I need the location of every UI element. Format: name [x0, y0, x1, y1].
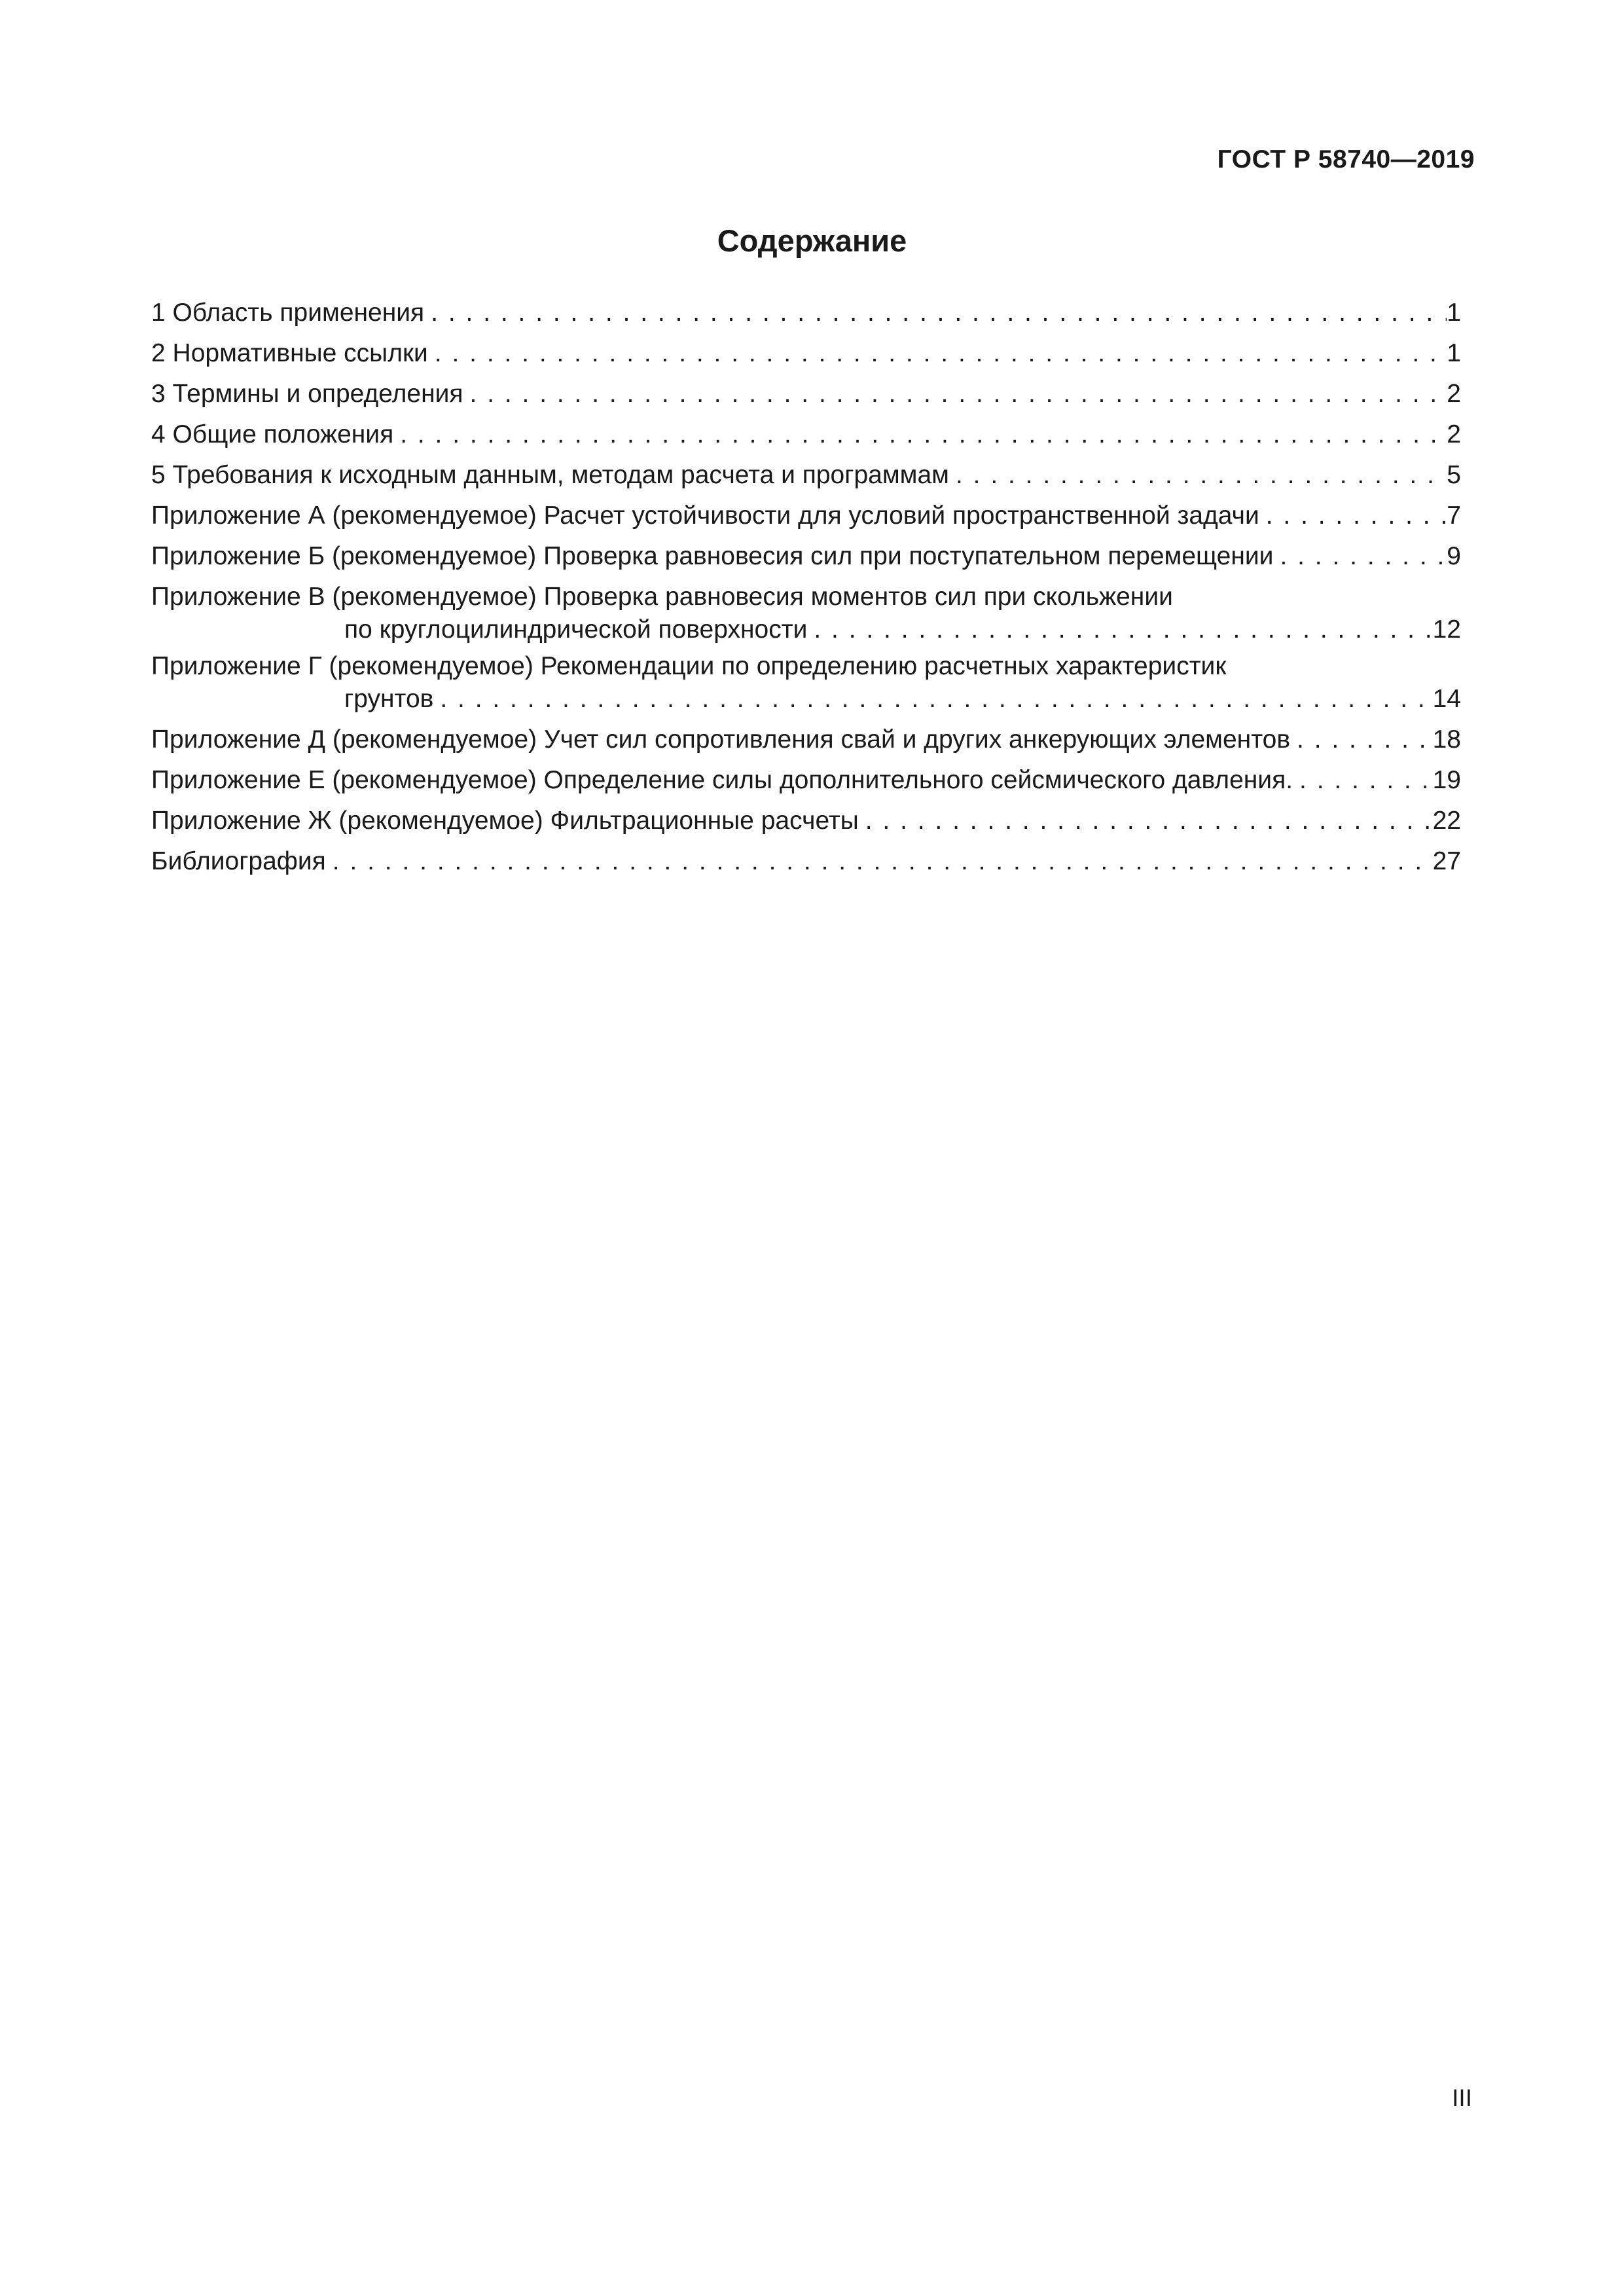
- toc-entry-5[interactable]: [151, 455, 1461, 496]
- table-of-contents: [151, 293, 1461, 882]
- toc-entry-2[interactable]: [151, 333, 1461, 374]
- toc-leader-dots: [326, 841, 1433, 882]
- toc-leader-dots: [807, 613, 1432, 646]
- toc-entry-bibliography[interactable]: [151, 841, 1461, 882]
- toc-entry-line: [151, 650, 1461, 683]
- toc-entry-page: 27: [1432, 847, 1461, 875]
- toc-leader-dots: [1290, 720, 1433, 760]
- toc-leader-dots: [428, 333, 1447, 374]
- toc-entry-appendix-g[interactable]: [151, 650, 1461, 716]
- toc-entry-text: 1 Область применения: [151, 299, 425, 327]
- toc-entry-text: Приложение А (рекомендуемое) Расчет устойчивости для условий пространственной задачи: [151, 501, 1259, 530]
- toc-leader-dots: [1293, 760, 1433, 801]
- page-number: III: [1452, 2085, 1472, 2111]
- toc-entry-appendix-a[interactable]: [151, 496, 1461, 536]
- toc-leader-dots: [424, 293, 1447, 333]
- toc-entry-text: Приложение В (рекомендуемое) Проверка равновесия моментов сил при скольжении: [151, 583, 1173, 611]
- toc-entry-text: Приложение Ж (рекомендуемое) Фильтрационные расчеты: [151, 807, 859, 835]
- toc-entry-page: 19: [1432, 766, 1461, 794]
- toc-entry-page: 9: [1447, 542, 1461, 570]
- toc-entry-appendix-b[interactable]: [151, 536, 1461, 577]
- toc-entry-text: Приложение Б (рекомендуемое) Проверка равновесия сил при поступательном перемещении: [151, 542, 1274, 570]
- toc-entry-appendix-zh[interactable]: [151, 801, 1461, 841]
- toc-entry-page: 5: [1447, 461, 1461, 489]
- toc-entry-text: 3 Термины и определения: [151, 380, 463, 408]
- toc-entry-appendix-e[interactable]: [151, 760, 1461, 801]
- toc-entry-page: 22: [1432, 807, 1461, 835]
- toc-entry-page: 18: [1432, 725, 1461, 754]
- toc-entry-appendix-v[interactable]: [151, 581, 1461, 646]
- toc-entry-page: 7: [1447, 501, 1461, 530]
- toc-entry-appendix-d[interactable]: [151, 720, 1461, 760]
- toc-entry-page: 2: [1447, 420, 1461, 448]
- toc-entry-page: 12: [1432, 615, 1461, 644]
- toc-entry-text-continued: по круглоцилиндрической поверхности: [344, 615, 808, 644]
- toc-entry-text: Приложение Г (рекомендуемое) Рекомендации по определению расчетных характеристик: [151, 652, 1227, 680]
- toc-entry-page: 1: [1447, 339, 1461, 367]
- toc-entry-text-continued: грунтов: [344, 685, 434, 713]
- toc-entry-line: [151, 581, 1461, 613]
- toc-entry-4[interactable]: [151, 414, 1461, 455]
- toc-entry-1[interactable]: [151, 293, 1461, 333]
- toc-title: Содержание: [717, 223, 907, 258]
- toc-entry-page: 2: [1447, 380, 1461, 408]
- toc-entry-line-continued: [151, 683, 1461, 716]
- toc-entry-line-continued: [151, 613, 1461, 646]
- toc-leader-dots: [1259, 496, 1447, 536]
- toc-leader-dots: [1273, 536, 1447, 577]
- toc-leader-dots: [463, 374, 1447, 414]
- toc-entry-page: 14: [1432, 685, 1461, 713]
- document-code: ГОСТ Р 58740—2019: [1217, 145, 1475, 173]
- toc-leader-dots: [393, 414, 1447, 455]
- toc-entry-text: 5 Требования к исходным данным, методам расчета и программам: [151, 461, 949, 489]
- toc-entry-3[interactable]: [151, 374, 1461, 414]
- toc-entry-text: Приложение Д (рекомендуемое) Учет сил сопротивления свай и других анкерующих элементов: [151, 725, 1291, 754]
- toc-entry-text: Библиография: [151, 847, 326, 875]
- toc-entry-page: 1: [1447, 299, 1461, 327]
- toc-entry-text: 2 Нормативные ссылки: [151, 339, 428, 367]
- toc-entry-text: 4 Общие положения: [151, 420, 394, 448]
- toc-leader-dots: [859, 801, 1433, 841]
- toc-entry-text: Приложение Е (рекомендуемое) Определение силы дополнительного сейсмического давления.: [151, 766, 1293, 794]
- toc-leader-dots: [949, 455, 1447, 496]
- toc-leader-dots: [433, 683, 1432, 716]
